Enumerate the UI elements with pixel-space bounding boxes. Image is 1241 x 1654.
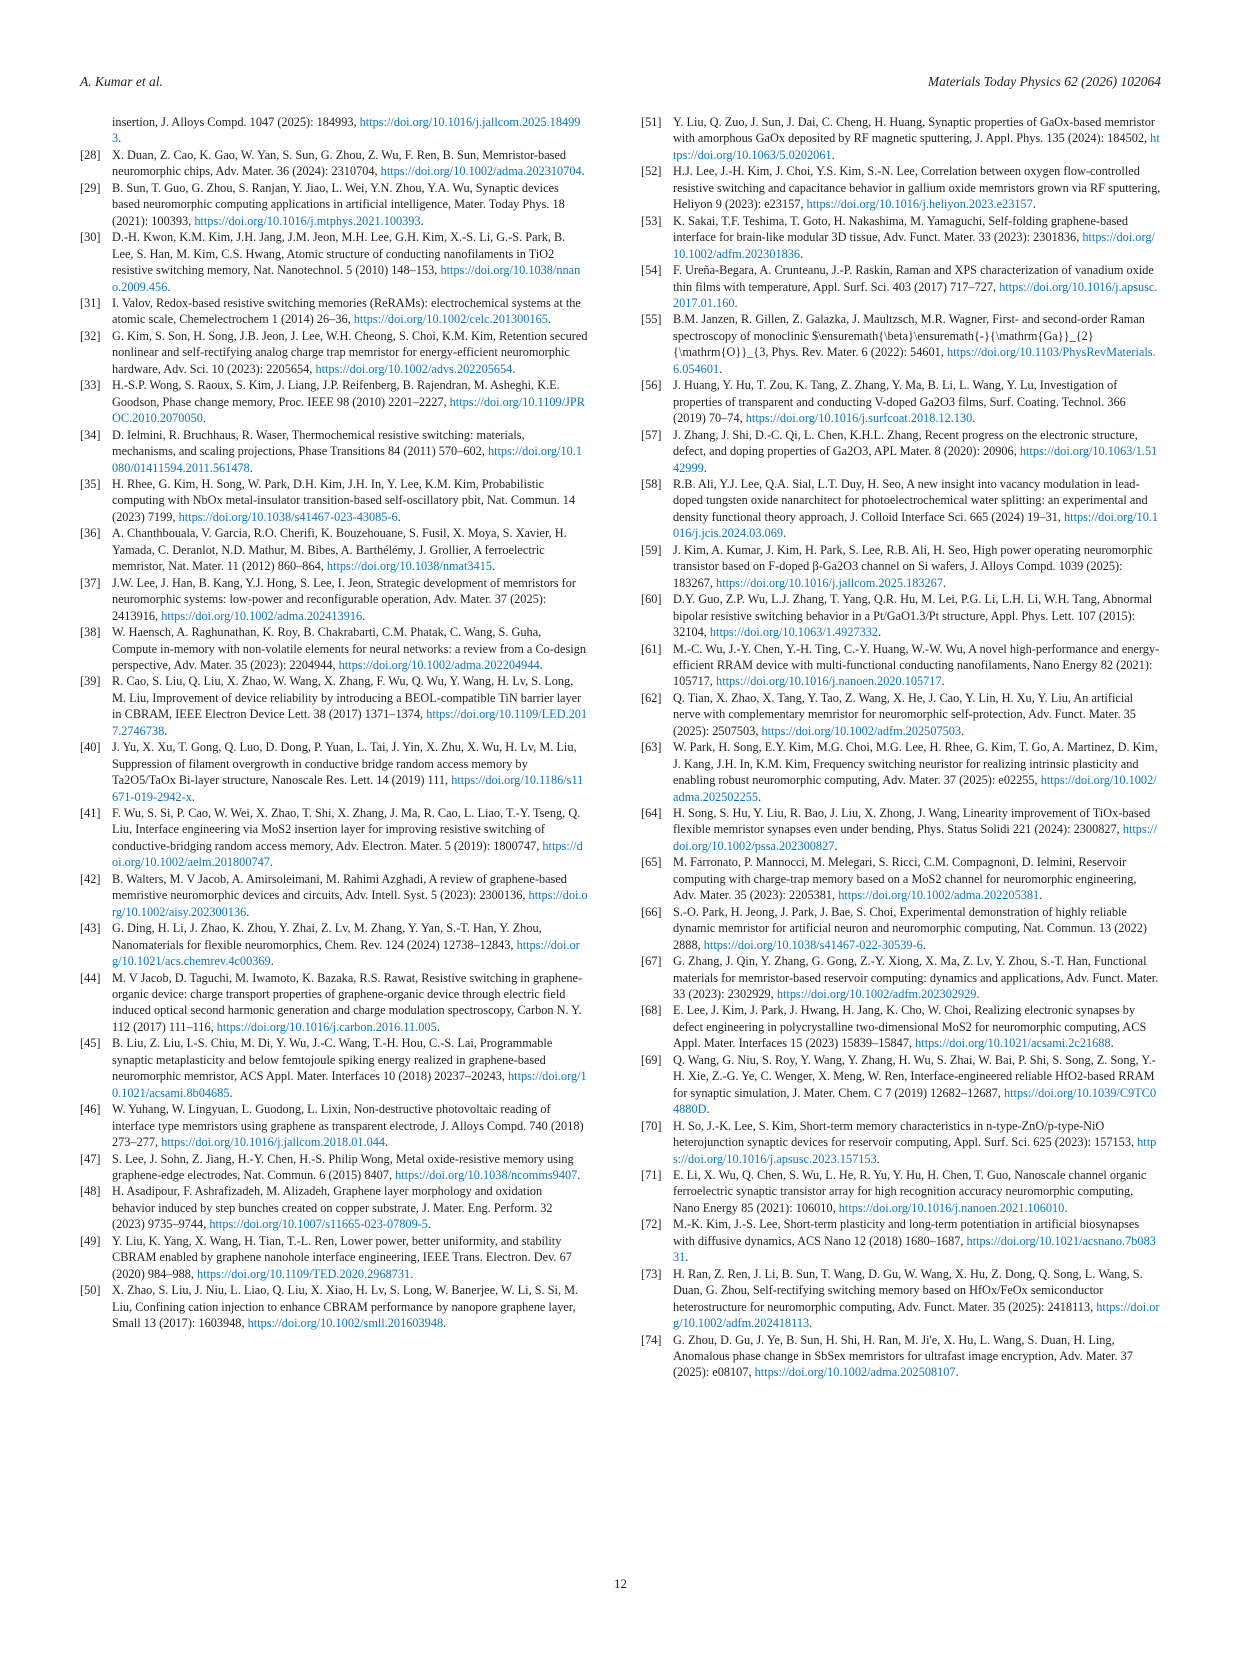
- reference-number: [42]: [80, 871, 101, 886]
- reference-entry: [80, 427, 588, 476]
- reference-entry: [641, 739, 1161, 805]
- reference-number: [43]: [80, 921, 101, 936]
- reference-number: [32]: [80, 328, 101, 343]
- reference-text: J.W. Lee, J. Han, B. Kang, Y.J. Hong, S. Lee, I. Jeon, Strategic development of memristors for neuromorphic systems: low-power and reconfigurable operation, Adv. Mater. 37 (2025): 2413916,: [112, 575, 577, 623]
- reference-number: [33]: [80, 378, 101, 393]
- reference-tail: .: [719, 361, 723, 376]
- reference-number: [50]: [80, 1283, 101, 1298]
- reference-entry: [80, 1151, 588, 1184]
- reference-tail: .: [436, 1019, 440, 1034]
- reference-entry: [641, 163, 1161, 212]
- reference-entry: [641, 1167, 1161, 1216]
- reference-tail: .: [270, 954, 274, 969]
- reference-text: Q. Tian, X. Zhao, X. Tang, Y. Tao, Z. Wang, X. He, J. Cao, Y. Lin, H. Xu, Y. Liu, An artificial nerve with complementary memristor for neuromorphic self-protection, Adv. Funct. Mater. 35 (2025): 2507503,: [673, 690, 1136, 738]
- reference-number: [60]: [641, 592, 662, 607]
- reference-entry: [80, 377, 588, 426]
- reference-number: [52]: [641, 164, 662, 179]
- reference-text: H.-S.P. Wong, S. Raoux, S. Kim, J. Liang, J.P. Reifenberg, B. Rajendran, M. Asheghi, K.E. Goodson, Phase change memory, Proc. IEEE 98 (2010) 2201–2227,: [112, 378, 560, 409]
- reference-entry: [641, 854, 1161, 903]
- reference-text: J. Yu, X. Xu, T. Gong, Q. Luo, D. Dong, P. Yuan, L. Tai, J. Yin, X. Zhu, X. Wu, H. Lv, M. Liu, Suppression of filament overgrowth in conductive bridge random access memory by Ta2O5/TaOx Bi-layer structure, Nanoscale Res. Lett. 14 (2019) 111,: [112, 740, 577, 788]
- reference-tail: .: [362, 608, 366, 623]
- reference-text: W. Park, H. Song, E.Y. Kim, M.G. Choi, M.G. Lee, H. Rhee, G. Kim, T. Go, A. Martinez, D. Kim, J. Kang, J.H. In, K.M. Kim, Frequency switching neuristor for realizing intrinsic plasticity and enabling robust neuromorphic computing, Adv. Mater. 37 (2025): e02255,: [673, 740, 1158, 788]
- reference-text: R. Cao, S. Liu, Q. Liu, X. Zhao, W. Wang, X. Zhang, F. Wu, Q. Wu, Y. Wang, H. Lv, S. Long, M. Liu, Improvement of device reliability by introducing a BEOL-compatible TiN barrier layer in CBRAM, IEEE Electron Device Lett. 38 (2017) 1371–1374,: [112, 674, 582, 722]
- reference-number: [73]: [641, 1266, 662, 1281]
- reference-entry: [641, 213, 1161, 262]
- reference-tail: .: [876, 1151, 880, 1166]
- doi-link[interactable]: https://doi.org/10.1016/j.jallcom.2025.183267: [716, 575, 943, 590]
- reference-text: H.J. Lee, J.-H. Kim, J. Choi, Y.S. Kim, S.-N. Lee, Correlation between oxygen flow-controlled resistive switching and capacitance behavior in gallium oxide memristors grown via RF sputtering, Heliyon 9 (2023): e23157,: [673, 164, 1161, 212]
- reference-tail: .: [581, 164, 585, 179]
- doi-link[interactable]: https://doi.org/10.1016/j.heliyon.2023.e23157: [806, 197, 1033, 212]
- reference-tail: .: [547, 312, 551, 327]
- reference-tail: .: [758, 789, 762, 804]
- reference-tail: .: [167, 279, 171, 294]
- reference-number: [31]: [80, 295, 101, 310]
- reference-number: [55]: [641, 312, 662, 327]
- doi-link[interactable]: https://doi.org/10.1002/adma.202502255: [673, 773, 1157, 804]
- reference-text: J. Kim, A. Kumar, J. Kim, H. Park, S. Lee, R.B. Ali, H. Seo, High power operating neuromorphic transistor based on F-doped β-Ga2O3 channel on Si wafers, J. Alloys Compd. 1039 (2025): 183267,: [673, 542, 1153, 590]
- page-number: 12: [614, 1576, 627, 1591]
- doi-link[interactable]: https://doi.org/10.1002/adma.202508107: [754, 1365, 956, 1380]
- reference-number: [51]: [641, 115, 662, 129]
- doi-link[interactable]: https://doi.org/10.1080/01411594.2011.561478: [112, 444, 582, 475]
- reference-tail: .: [961, 723, 965, 738]
- reference-entry: [80, 229, 588, 295]
- doi-link[interactable]: https://doi.org/10.1038/nmat3415: [326, 559, 493, 574]
- reference-number: [57]: [641, 427, 662, 442]
- doi-link[interactable]: https://doi.org/10.1016/j.apsusc.2017.01.160: [673, 279, 1158, 310]
- reference-text: H. Asadipour, F. Ashrafizadeh, M. Alizadeh, Graphene layer morphology and oxidation behavior induced by step bunches created on copper substrate, J. Mater. Eng. Perform. 32 (2023) 9735–9744,: [112, 1184, 553, 1232]
- reference-tail: .: [1064, 1200, 1068, 1215]
- reference-entry: [80, 871, 588, 920]
- doi-link[interactable]: https://doi.org/10.1021/acsami.2c21688: [915, 1036, 1111, 1051]
- reference-entry: [641, 1118, 1161, 1167]
- reference-entry: [641, 311, 1161, 377]
- reference-text: B.M. Janzen, R. Gillen, Z. Galazka, J. Maultzsch, M.R. Wagner, First- and second-order Raman spectroscopy of monoclinic $\ensuremath{\beta}\ensuremath{-}{\mathrm{Ga}}_{2}{\mathrm{O}}_{3, Phys. Rev. Mater. 6 (2022): 54601,: [673, 312, 1145, 360]
- reference-number: [64]: [641, 806, 662, 821]
- reference-tail: .: [191, 789, 195, 804]
- reference-text: H. Song, S. Hu, Y. Liu, R. Bao, J. Liu, X. Zhong, J. Wang, Linearity improvement of TiOx-based flexible memristor synapses even under bending, Phys. Status Solidi 221 (2024): 2300827,: [673, 806, 1151, 837]
- reference-text: X. Duan, Z. Cao, K. Gao, W. Yan, S. Sun, G. Zhou, Z. Wu, F. Ren, B. Sun, Memristor-based neuromorphic chips, Adv. Mater. 36 (2024): 2310704,: [112, 147, 567, 179]
- running-header-journal: Materials Today Physics 62 (2026) 102064: [927, 74, 1161, 89]
- doi-link[interactable]: https://doi.org/10.1002/adfm.202507503: [761, 723, 962, 738]
- reference-number: [58]: [641, 476, 662, 491]
- doi-link[interactable]: https://doi.org/10.1038/nnano.2009.456: [112, 263, 581, 294]
- reference-tail: .: [202, 411, 206, 426]
- reference-number: [54]: [641, 263, 662, 278]
- doi-link[interactable]: https://doi.org/10.1002/adfm.202302929: [776, 987, 977, 1002]
- reference-entry: [80, 476, 588, 525]
- reference-text: E. Li, X. Wu, Q. Chen, S. Wu, L. He, R. Yu, Y. Hu, H. Chen, T. Guo, Nanoscale channel organic ferroelectric synaptic transistor array for high recognition accuracy neuromorphic computing, Nano Energy 85 (2021): 106010,: [673, 1168, 1147, 1215]
- reference-entry: [641, 1266, 1161, 1332]
- doi-link[interactable]: https://doi.org/10.1002/aelm.201800747: [112, 838, 583, 870]
- reference-number: [67]: [641, 954, 662, 969]
- reference-text: W. Haensch, A. Raghunathan, K. Roy, B. Chakrabarti, C.M. Phatak, C. Wang, S. Guha, Compute in-memory with non-volatile elements for neural networks: a review from a Co-design perspective, Adv. Mater. 35 (2023): 2204944,: [112, 625, 586, 672]
- running-header-authors: A. Kumar et al.: [80, 74, 163, 89]
- reference-text: Y. Liu, Q. Zuo, J. Sun, J. Dai, C. Cheng, H. Huang, Synaptic properties of GaOx-based memristor with amorphous GaOx deposited by RF magnetic sputtering, J. Appl. Phys. 135 (2024): 184502,: [673, 115, 1156, 146]
- reference-tail: .: [972, 411, 976, 426]
- reference-number: [53]: [641, 213, 662, 228]
- reference-number: [45]: [80, 1036, 101, 1051]
- reference-entry: [641, 262, 1161, 311]
- reference-tail: .: [397, 509, 401, 524]
- references-left-column: [80, 114, 588, 1332]
- reference-entry: [641, 377, 1161, 426]
- doi-link[interactable]: https://doi.org/10.1016/j.jallcom.2025.184993: [112, 115, 581, 146]
- doi-link[interactable]: https://doi.org/10.1002/advs.202205654: [315, 361, 513, 376]
- reference-tail: .: [703, 460, 707, 475]
- doi-link[interactable]: https://doi.org/10.1021/acsnano.7b08331: [673, 1233, 1156, 1265]
- doi-link[interactable]: https://doi.org/10.1109/LED.2017.2746738: [112, 707, 588, 738]
- reference-tail: .: [427, 1217, 432, 1232]
- doi-link[interactable]: https://doi.org/10.1016/j.mtphys.2021.100393: [194, 213, 421, 228]
- reference-entry: [641, 641, 1161, 690]
- reference-number: [49]: [80, 1233, 101, 1248]
- doi-link[interactable]: https://doi.org/10.1063/5.0202061: [673, 131, 1160, 162]
- reference-number: [34]: [80, 427, 101, 442]
- reference-text: M.-C. Wu, J.-Y. Chen, Y.-H. Ting, C.-Y. Huang, W.-W. Wu, A novel high-performance and energy-efficient RRAM device with multi-functional conducting nanofilaments, Nano Energy 82 (2021): 105717,: [673, 641, 1160, 689]
- reference-tail: .: [246, 904, 250, 919]
- reference-entry: [641, 1052, 1161, 1118]
- reference-entry: [80, 805, 588, 871]
- reference-text: G. Zhou, D. Gu, J. Ye, B. Sun, H. Shi, H. Ran, M. Ji'e, X. Hu, L. Wang, S. Duan, H. Ling, Anomalous phase change in SbSex memristors for ultrafast image encryption, Adv. Mater. 37 (2025): e08107,: [673, 1332, 1133, 1380]
- reference-tail: .: [685, 1250, 689, 1265]
- reference-entry: [641, 1332, 1161, 1381]
- reference-number: [36]: [80, 526, 101, 541]
- doi-link[interactable]: https://doi.org/10.1007/s11665-023-07809-5: [209, 1217, 428, 1232]
- reference-text: H. Rhee, G. Kim, H. Song, W. Park, D.H. Kim, J.H. In, Y. Lee, K.M. Kim, Probabilistic computing with NbOx metal-insulator transition-based self-oscillatory pbit, Nat. Commun. 14 (2023) 7199,: [112, 476, 576, 524]
- reference-number: [70]: [641, 1118, 662, 1133]
- reference-entry: [80, 575, 588, 624]
- reference-entry: [80, 1282, 588, 1331]
- reference-tail: .: [734, 295, 738, 310]
- reference-text: G. Kim, S. Son, H. Song, J.B. Jeon, J. Lee, W.H. Cheong, S. Choi, K.M. Kim, Retention secured nonlinear and self-rectifying analog charge trap memristor for energy-efficient neuromorphic hardware, Adv. Sci. 10 (2023): 2205654,: [112, 328, 588, 376]
- reference-text: S. Lee, J. Sohn, Z. Jiang, H.-Y. Chen, H.-S. Philip Wong, Metal oxide-resistive memory using graphene-edge electrodes, Nat. Commun. 6 (2015) 8407,: [112, 1151, 574, 1182]
- reference-text: B. Walters, M. V Jacob, A. Amirsoleimani, M. Rahimi Azghadi, A review of graphene-based memristive neuromorphic devices and circuits, Adv. Intell. Syst. 5 (2023): 2300136,: [112, 871, 567, 903]
- reference-tail: .: [1110, 1036, 1114, 1051]
- reference-text: G. Ding, H. Li, J. Zhao, K. Zhou, Y. Zhai, Z. Lv, M. Zhang, Y. Yan, S.-T. Han, Y. Zhou, Nanomaterials for flexible neuromorphics, Chem. Rev. 124 (2024) 12738–12843,: [112, 921, 542, 952]
- reference-tail: .: [269, 855, 273, 870]
- reference-text: B. Sun, T. Guo, G. Zhou, S. Ranjan, Y. Jiao, L. Wei, Y.N. Zhou, Y.A. Wu, Synaptic devices based neuromorphic computing applications in artificial intelligence, Mater. Today Phys. 18 (2021): 100393,: [112, 180, 565, 228]
- reference-text: R.B. Ali, Y.J. Lee, Q.A. Sial, L.T. Duy, H. Seo, A new insight into vacancy modulation in lead-doped tungsten oxide nanarchitect for photoelectrochemical water splitting: an experimental and density functional theory approach, J. Colloid Interface Sci. 665 (2024) 19–31,: [673, 476, 1148, 524]
- reference-tail: .: [922, 937, 926, 952]
- reference-entry: [80, 328, 588, 377]
- reference-number: [65]: [641, 855, 662, 870]
- reference-number: [37]: [80, 575, 101, 590]
- reference-entry: [641, 427, 1161, 476]
- reference-entry: [80, 1035, 588, 1101]
- reference-text: S.-O. Park, H. Jeong, J. Park, J. Bae, S. Choi, Experimental demonstration of highly reliable dynamic memristor for artificial neuron and neuromorphic computing, Nat. Commun. 13 (2022) 2888,: [673, 904, 1148, 952]
- reference-number: [71]: [641, 1168, 662, 1182]
- reference-entry: [641, 542, 1161, 591]
- reference-text: E. Lee, J. Kim, J. Park, J. Hwang, H. Jang, K. Cho, W. Choi, Realizing electronic synapses by defect engineering in polycrystalline two-dimensional MoS2 for neuromorphic computing, ACS Appl. Mater. Interfaces 15 (2023) 15839–15847,: [673, 1003, 1147, 1051]
- reference-text: F. Wu, S. Si, P. Cao, W. Wei, X. Zhao, T. Shi, X. Zhang, J. Ma, R. Cao, L. Liao, T.-Y. Tseng, Q. Liu, Interface engineering via MoS2 insertion layer for improving resistive switching of conductive-bridging random access memory, Adv. Electron. Mater. 5 (2019): 1800747,: [112, 806, 581, 853]
- reference-tail: .: [539, 657, 543, 672]
- reference-tail: .: [249, 460, 253, 475]
- reference-entry: [641, 591, 1161, 640]
- reference-text: J. Huang, Y. Hu, T. Zou, K. Tang, Z. Zhang, Y. Ma, B. Li, L. Wang, Y. Lu, Investigation of properties of transparent and conducting V-doped Ga2O3 films, Surf. Coating. Technol. 366 (2019) 70–74,: [673, 378, 1126, 426]
- reference-number: [28]: [80, 147, 101, 162]
- doi-link[interactable]: https://doi.org/10.1186/s11671-019-2942-x: [112, 773, 584, 804]
- reference-tail: .: [800, 246, 804, 261]
- reference-text: F. Ureña-Begara, A. Crunteanu, J.-P. Raskin, Raman and XPS characterization of vanadium oxide thin films with temperature, Appl. Surf. Sci. 403 (2017) 717–727,: [673, 263, 1154, 294]
- reference-entry: [641, 1216, 1161, 1265]
- reference-entry: [80, 1183, 588, 1232]
- doi-link[interactable]: https://doi.org/10.1002/adfm.202301836: [673, 230, 1155, 261]
- reference-entry: [641, 114, 1161, 163]
- reference-text: M.-K. Kim, J.-S. Lee, Short-term plasticity and long-term potentiation in artificial biosynapses with diffusive dynamics, ACS Nano 12 (2018) 1680–1687,: [673, 1217, 1140, 1248]
- reference-number: [72]: [641, 1217, 662, 1232]
- doi-link[interactable]: https://doi.org/10.1109/JPROC.2010.2070050: [112, 394, 585, 426]
- doi-link[interactable]: https://doi.org/10.1002/adma.202204944: [338, 657, 540, 672]
- reference-entry: [80, 147, 588, 180]
- doi-link[interactable]: https://doi.org/10.1002/adma.202413916: [161, 608, 363, 623]
- reference-number: [30]: [80, 230, 101, 245]
- reference-tail: .: [955, 1365, 959, 1380]
- reference-entry: [80, 673, 588, 739]
- reference-entry: [641, 1002, 1161, 1051]
- reference-tail: .: [512, 361, 516, 376]
- doi-link[interactable]: https://doi.org/10.1002/aisy.202300136: [112, 888, 588, 919]
- doi-link[interactable]: https://doi.org/10.1002/pssa.202300827: [673, 822, 1157, 853]
- reference-text: B. Liu, Z. Liu, I.-S. Chiu, M. Di, Y. Wu, J.-C. Wang, T.-H. Hou, C.-S. Lai, Programmable synaptic metaplasticity and below femtojoule spiking energy realized in graphene-based neuromorphic memristor, ACS Appl. Mater. Interfaces 10 (2018) 20237–20243,: [112, 1036, 553, 1084]
- reference-text: A. Chanthbouala, V. Garcia, R.O. Cherifi, K. Bouzehouane, S. Fusil, X. Moya, S. Xavier, H. Yamada, C. Deranlot, N.D. Mathur, M. Bibes, A. Barthélémy, J. Grollier, A ferroelectric memristor, Nat. Mater. 11 (2012) 860–864,: [112, 526, 567, 574]
- reference-text: insertion, J. Alloys Compd. 1047 (2025): 184993,: [112, 115, 360, 129]
- reference-text: K. Sakai, T.F. Teshima, T. Goto, H. Nakashima, M. Yamaguchi, Self-folding graphene-based interface for brain-like modular 3D tissue, Adv. Funct. Mater. 33 (2023): 2301836,: [673, 213, 1129, 245]
- reference-entry: [641, 690, 1161, 739]
- reference-text: D.Y. Guo, Z.P. Wu, L.J. Zhang, T. Yang, Q.R. Hu, M. Lei, P.G. Li, L.H. Li, W.H. Tang, Abnormal bipolar resistive switching behavior in a Pt/GaO1.3/Pt structure, Appl. Phys. Lett. 107 (2015): 32104,: [673, 592, 1153, 640]
- reference-text: Y. Liu, K. Yang, X. Wang, H. Tian, T.-L. Ren, Lower power, better uniformity, and stability CBRAM enabled by graphene nanohole interface engineering, IEEE Trans. Electron. Dev. 67 (2020) 984–988,: [112, 1233, 572, 1281]
- reference-tail: .: [809, 1316, 813, 1331]
- reference-tail: .: [1032, 197, 1036, 212]
- reference-number: [59]: [641, 542, 662, 557]
- reference-tail: .: [420, 213, 424, 228]
- reference-number: [68]: [641, 1003, 662, 1018]
- reference-entry: [80, 525, 588, 574]
- doi-link[interactable]: https://doi.org/10.1103/PhysRevMaterials.6.054601: [673, 345, 1156, 376]
- doi-link[interactable]: https://doi.org/10.1038/s41467-023-43085-6: [178, 509, 398, 524]
- reference-tail: .: [976, 987, 980, 1002]
- doi-link[interactable]: https://doi.org/10.1021/acs.chemrev.4c00369: [112, 937, 580, 969]
- doi-link[interactable]: https://doi.org/10.1002/celc.201300165: [353, 312, 548, 327]
- reference-entry: [80, 970, 588, 1036]
- doi-link[interactable]: https://doi.org/10.1063/1.5142999: [673, 444, 1158, 475]
- reference-number: [44]: [80, 970, 101, 985]
- reference-entry: [80, 1233, 588, 1282]
- doi-link[interactable]: https://doi.org/10.1038/s41467-022-30539-6: [703, 937, 923, 952]
- reference-entry: [80, 180, 588, 229]
- reference-entry: [80, 295, 588, 328]
- reference-tail: .: [492, 559, 496, 574]
- doi-link[interactable]: https://doi.org/10.1016/j.nanoen.2020.105717: [716, 674, 942, 689]
- reference-number: [48]: [80, 1184, 101, 1199]
- reference-tail: .: [878, 625, 882, 640]
- reference-number: [56]: [641, 378, 662, 393]
- reference-number: [39]: [80, 674, 101, 689]
- reference-text: M. V Jacob, D. Taguchi, M. Iwamoto, K. Bazaka, R.S. Rawat, Resistive switching in graphene-organic device: charge transport properties of graphene-organic device through electric field induced optical second harmonic generation and charge modulation spectroscopy, Carbon N. Y. 112 (2017) 111–116,: [112, 970, 583, 1034]
- reference-entry: [80, 920, 588, 969]
- reference-number: [62]: [641, 690, 662, 705]
- doi-link[interactable]: https://doi.org/10.1109/TED.2020.2968731: [197, 1266, 411, 1281]
- doi-link[interactable]: https://doi.org/10.1016/j.carbon.2016.11.005: [216, 1019, 437, 1034]
- reference-text: H. So, J.-K. Lee, S. Kim, Short-term memory characteristics in n-type-ZnO/p-type-NiO heterojunction synaptic devices for reservoir computing, Appl. Surf. Sci. 625 (2023): 157153,: [673, 1118, 1138, 1150]
- reference-text: G. Zhang, J. Qin, Y. Zhang, G. Gong, Z.-Y. Xiong, X. Ma, Z. Lv, Y. Zhou, S.-T. Han, Functional materials for memristor-based reservoir computing: dynamics and applications, Adv. Funct. Mater. 33 (2023): 2302929,: [673, 954, 1159, 1002]
- reference-tail: .: [410, 1266, 414, 1281]
- reference-number: [63]: [641, 740, 662, 755]
- reference-number: [74]: [641, 1332, 662, 1347]
- reference-number: [46]: [80, 1102, 101, 1117]
- doi-link[interactable]: https://doi.org/10.1021/acsami.8b04685: [112, 1069, 587, 1100]
- doi-link[interactable]: https://doi.org/10.1002/adfm.202418113: [673, 1299, 1160, 1331]
- reference-number: [38]: [80, 625, 101, 640]
- reference-entry: [80, 114, 588, 147]
- doi-link[interactable]: https://doi.org/10.1063/1.4927332: [709, 625, 879, 640]
- reference-number: [61]: [641, 641, 662, 656]
- reference-number: [66]: [641, 904, 662, 919]
- doi-link[interactable]: https://doi.org/10.1039/C9TC04880D: [673, 1085, 1157, 1117]
- reference-number: [35]: [80, 476, 101, 491]
- reference-tail: .: [229, 1085, 233, 1100]
- reference-text: W. Yuhang, W. Lingyuan, L. Guodong, L. Lixin, Non-destructive photovoltaic reading of interface type memristors using graphene as transparent electrode, J. Alloys Compd. 740 (2018) 273–277,: [112, 1102, 584, 1150]
- reference-tail: .: [942, 575, 947, 590]
- doi-link[interactable]: https://doi.org/10.1016/j.apsusc.2023.157153: [673, 1135, 1157, 1166]
- reference-tail: .: [1039, 888, 1043, 903]
- doi-link[interactable]: https://doi.org/10.1038/ncomms9407: [395, 1168, 578, 1182]
- reference-text: D.-H. Kwon, K.M. Kim, J.H. Jang, J.M. Jeon, M.H. Lee, G.H. Kim, X.-S. Li, G.-S. Park, B. Lee, S. Han, M. Kim, C.S. Hwang, Atomic structure of conducting nanofilaments in TiO2 resistive switching memory, Nat. Nanotechnol. 5 (2010) 148–153,: [112, 230, 566, 278]
- reference-tail: .: [834, 838, 838, 853]
- doi-link[interactable]: https://doi.org/10.1016/j.surfcoat.2018.12.130: [745, 411, 973, 426]
- reference-entry: [641, 953, 1161, 1002]
- reference-text: M. Farronato, P. Mannocci, M. Melegari, S. Ricci, C.M. Compagnoni, D. Ielmini, Reservoir computing with charge-trap memory based on a MoS2 channel for neuromorphic engineering, Adv. Mater. 35 (2023): 2205381,: [673, 855, 1137, 903]
- doi-link[interactable]: https://doi.org/10.1002/adma.202310704: [380, 164, 582, 179]
- reference-entry: [80, 1101, 588, 1150]
- doi-link[interactable]: https://doi.org/10.1016/j.nanoen.2021.106010: [838, 1200, 1065, 1215]
- reference-tail: .: [577, 1168, 581, 1182]
- reference-number: [40]: [80, 740, 101, 755]
- reference-tail: .: [385, 1135, 389, 1150]
- reference-entry: [80, 624, 588, 673]
- reference-tail: .: [831, 147, 835, 162]
- reference-number: [69]: [641, 1052, 662, 1067]
- reference-text: X. Zhao, S. Liu, J. Niu, L. Liao, Q. Liu, X. Xiao, H. Lv, S. Long, W. Banerjee, W. Li, S. Si, M. Liu, Confining cation injection to enhance CBRAM performance by nanopore graphene layer, Small 13 (2017): 1603948,: [112, 1283, 579, 1331]
- reference-tail: .: [164, 723, 168, 738]
- reference-text: I. Valov, Redox-based resistive switching memories (ReRAMs): electrochemical systems at the atomic scale, Chemelectrochem 1 (2014) 26–36,: [112, 295, 581, 327]
- reference-tail: .: [706, 1102, 710, 1117]
- reference-number: [41]: [80, 806, 101, 821]
- doi-link[interactable]: https://doi.org/10.1002/adma.202205381: [838, 888, 1040, 903]
- doi-link[interactable]: https://doi.org/10.1016/j.jcis.2024.03.069: [673, 509, 1159, 541]
- reference-entry: [641, 476, 1161, 542]
- reference-tail: .: [783, 526, 787, 541]
- reference-text: J. Zhang, J. Shi, D.-C. Qi, L. Chen, K.H.L. Zhang, Recent progress on the electronic structure, defect, and doping properties of Ga2O3, APL Mater. 8 (2020): 20906,: [673, 427, 1138, 459]
- doi-link[interactable]: https://doi.org/10.1002/smll.201603948: [247, 1316, 444, 1331]
- reference-text: H. Ran, Z. Ren, J. Li, B. Sun, T. Wang, D. Gu, W. Wang, X. Hu, Z. Dong, Q. Song, L. Wang, S. Duan, G. Zhou, Self-rectifying switching memory based on HfOx/FeOx semiconductor heterostructure for neuromorphic computing, Adv. Funct. Mater. 35 (2025): 2418113,: [673, 1266, 1143, 1314]
- reference-entry: [641, 805, 1161, 854]
- reference-number: [47]: [80, 1151, 101, 1166]
- reference-tail: .: [443, 1316, 447, 1331]
- references-right-column: [641, 114, 1161, 1381]
- reference-number: [29]: [80, 180, 101, 195]
- reference-text: Q. Wang, G. Niu, S. Roy, Y. Wang, Y. Zhang, H. Wu, S. Zhai, W. Bai, P. Shi, S. Song, Z. Song, Y.-H. Xie, Z.-G. Ye, C. Wenger, X. Meng, W. Ren, Interface-engineered reliable HfO2-based RRAM for synaptic simulation, J. Mater. Chem. C 7 (2019) 12682–12687,: [673, 1052, 1156, 1100]
- reference-entry: [641, 904, 1161, 953]
- reference-entry: [80, 739, 588, 805]
- reference-tail: .: [941, 674, 945, 689]
- doi-link[interactable]: https://doi.org/10.1016/j.jallcom.2018.01.044: [161, 1135, 386, 1150]
- reference-text: D. Ielmini, R. Bruchhaus, R. Waser, Thermochemical resistive switching: materials, mechanisms, and scaling projections, Phase Transitions 84 (2011) 570–602,: [112, 427, 525, 459]
- reference-tail: .: [118, 131, 122, 146]
